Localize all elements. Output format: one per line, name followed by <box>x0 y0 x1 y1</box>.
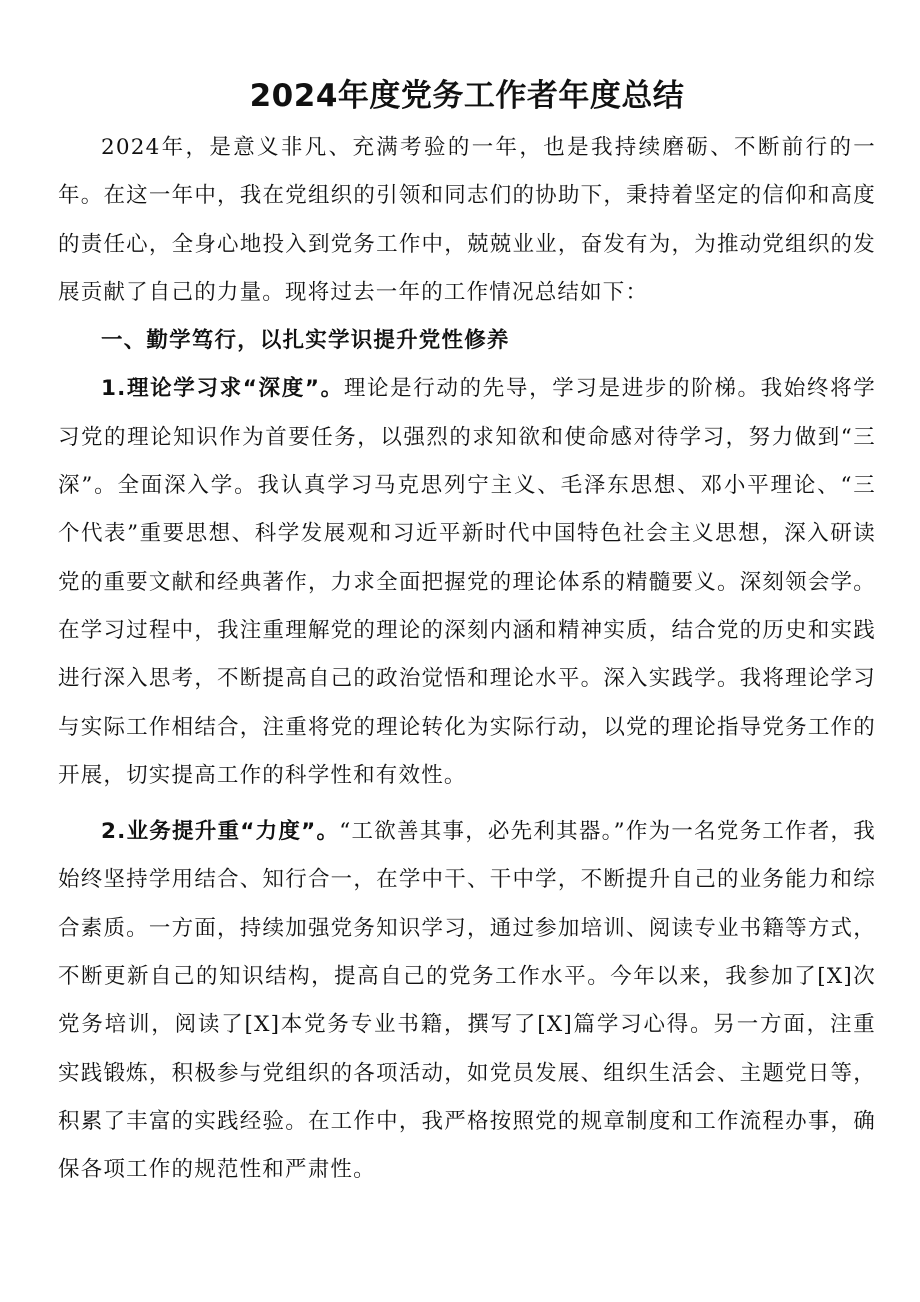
paragraph-spacer <box>58 800 876 808</box>
item-paragraph-1 <box>58 365 876 800</box>
document-page <box>58 70 876 1195</box>
item-paragraph-2 <box>58 808 876 1194</box>
item-text-2: “工欲善其事，必先利其器。”作为一名党务工作者，我始终坚持学用结合、知行合一，在学中干、干中学，不断提升自己的业务能力和综合素质。一方面，持续加强党务知识学习，通过参加培训、阅读专业书籍等方式，不断更新自己的知识结构，提高自己的党务工作水平。今年以来，我参加了[X]次党务培训，阅读了[X]本党务专业书籍，撰写了[X]篇学习心得。另一方面，注重实践锻炼，积极参与党组织的各项活动，如党员发展、组织生活会、主题党日等，积累了丰富的实践经验。在工作中，我严格按照党的规章制度和工作流程办事，确保各项工作的规范性和严肃性。 <box>58 819 876 1183</box>
item-lead-1: 1.理论学习求“深度”。 <box>101 376 344 402</box>
intro-paragraph: 2024年，是意义非凡、充满考验的一年，也是我持续磨砺、不断前行的一年。在这一年中，我在党组织的引领和同志们的协助下，秉持着坚定的信仰和高度的责任心，全身心地投入到党务工作中，兢兢业业，奋发有为，为推动党组织的发展贡献了自己的力量。现将过去一年的工作情况总结如下： <box>58 135 876 305</box>
item-lead-2: 2.业务提升重“力度”。 <box>101 819 340 845</box>
section-heading: 一、勤学笃行，以扎实学识提升党性修养 <box>101 328 510 354</box>
item-text-1: 理论是行动的先导，学习是进步的阶梯。我始终将学习党的理论知识作为首要任务，以强烈的求知欲和使命感对待学习，努力做到“三深”。全面深入学。我认真学习马克思列宁主义、毛泽东思想、邓小平理论、“三个代表”重要思想、科学发展观和习近平新时代中国特色社会主义思想，深入研读党的重要文献和经典著作，力求全面把握党的理论体系的精髓要义。深刻领会学。在学习过程中，我注重理解党的理论的深刻内涵和精神实质，结合党的历史和实践进行深入思考，不断提高自己的政治觉悟和理论水平。深入实践学。我将理论学习与实际工作相结合，注重将党的理论转化为实际行动，以党的理论指导党务工作的开展，切实提高工作的科学性和有效性。 <box>58 376 876 788</box>
document-title: 2024年度党务工作者年度总结 <box>249 78 685 114</box>
